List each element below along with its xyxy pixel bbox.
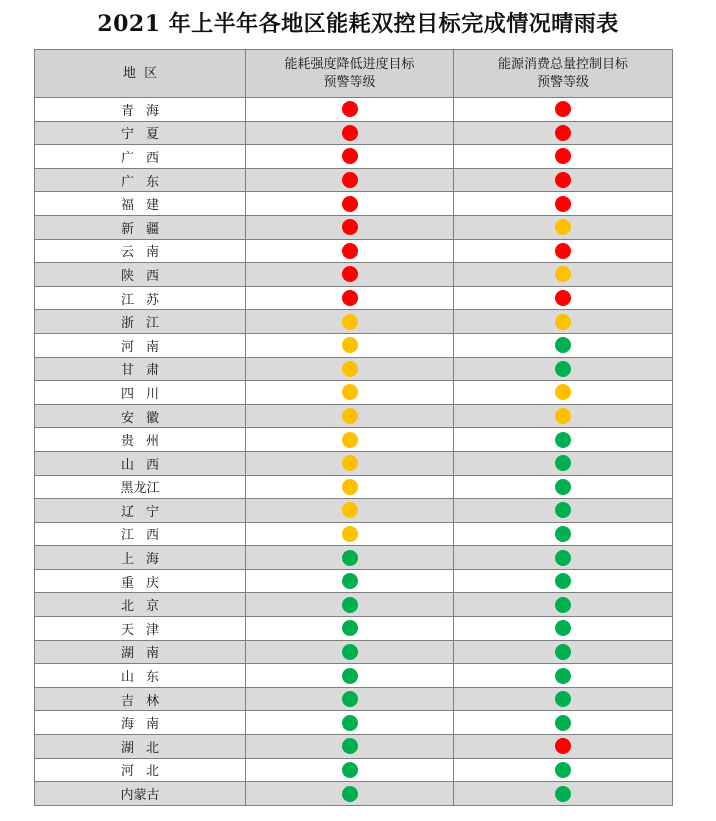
total-warning-cell [454, 522, 673, 546]
total-warning-cell [454, 617, 673, 641]
region-name: 天津 [120, 622, 171, 638]
table-row [35, 782, 673, 806]
green-warning-dot-icon [342, 786, 358, 802]
green-warning-dot-icon [555, 502, 571, 518]
region-cell [35, 475, 246, 499]
red-warning-dot-icon [342, 243, 358, 259]
green-warning-dot-icon [555, 620, 571, 636]
table-row [35, 239, 673, 263]
total-warning-cell [454, 239, 673, 263]
region-cell [35, 499, 246, 523]
intensity-warning-cell [246, 451, 454, 475]
total-warning-cell [454, 215, 673, 239]
table-row [35, 546, 673, 570]
intensity-warning-cell [246, 475, 454, 499]
table-row [35, 121, 673, 145]
yellow-warning-dot-icon [555, 266, 571, 282]
region-cell [35, 357, 246, 381]
region-name: 北京 [120, 599, 171, 615]
green-warning-dot-icon [555, 550, 571, 566]
intensity-warning-cell [246, 381, 454, 405]
green-warning-dot-icon [555, 644, 571, 660]
table-row [35, 263, 673, 287]
region-name: 宁夏 [120, 127, 171, 143]
intensity-warning-cell [246, 121, 454, 145]
green-warning-dot-icon [555, 715, 571, 731]
region-cell [35, 522, 246, 546]
region-name: 广东 [120, 174, 171, 190]
total-warning-cell [454, 404, 673, 428]
region-cell [35, 735, 246, 759]
table-row [35, 168, 673, 192]
region-name: 福建 [120, 198, 171, 214]
region-name: 山西 [120, 457, 171, 473]
total-warning-cell [454, 286, 673, 310]
region-name: 四川 [120, 386, 171, 402]
intensity-warning-cell [246, 546, 454, 570]
total-warning-cell [454, 310, 673, 334]
yellow-warning-dot-icon [555, 384, 571, 400]
green-warning-dot-icon [342, 597, 358, 613]
table-header-row [35, 50, 673, 98]
table-row [35, 758, 673, 782]
total-warning-cell [454, 758, 673, 782]
total-warning-cell [454, 499, 673, 523]
page-title: 2021 年上半年各地区能耗双控目标完成情况晴雨表 [97, 11, 619, 37]
intensity-warning-cell [246, 522, 454, 546]
intensity-warning-cell [246, 98, 454, 122]
region-cell [35, 98, 246, 122]
region-name: 内蒙古 [120, 788, 160, 804]
yellow-warning-dot-icon [555, 408, 571, 424]
region-name: 安徽 [120, 410, 171, 426]
header-intensity [246, 50, 454, 98]
region-name: 浙江 [120, 316, 171, 332]
red-warning-dot-icon [342, 219, 358, 235]
table-row [35, 451, 673, 475]
red-warning-dot-icon [555, 101, 571, 117]
table-row [35, 711, 673, 735]
table-row [35, 215, 673, 239]
red-warning-dot-icon [555, 196, 571, 212]
table-row [35, 404, 673, 428]
region-name: 海南 [120, 717, 171, 733]
red-warning-dot-icon [342, 172, 358, 188]
table-row [35, 333, 673, 357]
region-cell [35, 263, 246, 287]
region-cell [35, 617, 246, 641]
yellow-warning-dot-icon [342, 314, 358, 330]
total-warning-cell [454, 569, 673, 593]
table-row [35, 617, 673, 641]
red-warning-dot-icon [342, 148, 358, 164]
table-row [35, 310, 673, 334]
intensity-warning-cell [246, 735, 454, 759]
intensity-warning-cell [246, 404, 454, 428]
intensity-warning-cell [246, 593, 454, 617]
green-warning-dot-icon [555, 668, 571, 684]
region-name: 云南 [120, 245, 171, 261]
total-warning-cell [454, 263, 673, 287]
intensity-warning-cell [246, 687, 454, 711]
table-row [35, 145, 673, 169]
region-name: 河北 [120, 764, 171, 780]
total-warning-cell [454, 640, 673, 664]
region-name: 新疆 [120, 221, 171, 237]
red-warning-dot-icon [342, 266, 358, 282]
table-row [35, 735, 673, 759]
intensity-warning-cell [246, 145, 454, 169]
region-cell [35, 758, 246, 782]
table-row [35, 428, 673, 452]
yellow-warning-dot-icon [342, 337, 358, 353]
green-warning-dot-icon [342, 691, 358, 707]
region-name: 黑龙江 [120, 481, 160, 497]
green-warning-dot-icon [555, 526, 571, 542]
yellow-warning-dot-icon [342, 384, 358, 400]
green-warning-dot-icon [555, 337, 571, 353]
yellow-warning-dot-icon [555, 314, 571, 330]
table-row [35, 687, 673, 711]
green-warning-dot-icon [555, 691, 571, 707]
table-row [35, 522, 673, 546]
total-warning-cell [454, 428, 673, 452]
total-warning-cell [454, 593, 673, 617]
green-warning-dot-icon [555, 762, 571, 778]
table-row [35, 381, 673, 405]
region-name: 江西 [120, 528, 171, 544]
red-warning-dot-icon [342, 196, 358, 212]
region-cell [35, 333, 246, 357]
table-row [35, 640, 673, 664]
red-warning-dot-icon [342, 290, 358, 306]
total-warning-cell [454, 546, 673, 570]
total-warning-cell [454, 333, 673, 357]
table-row [35, 569, 673, 593]
region-name: 甘肃 [120, 363, 171, 379]
green-warning-dot-icon [342, 738, 358, 754]
region-name: 河南 [120, 339, 171, 355]
total-warning-cell [454, 357, 673, 381]
green-warning-dot-icon [555, 597, 571, 613]
red-warning-dot-icon [555, 243, 571, 259]
intensity-warning-cell [246, 333, 454, 357]
intensity-warning-cell [246, 428, 454, 452]
region-cell [35, 640, 246, 664]
yellow-warning-dot-icon [342, 361, 358, 377]
total-warning-cell [454, 475, 673, 499]
table-row [35, 593, 673, 617]
table-row [35, 192, 673, 216]
intensity-warning-cell [246, 664, 454, 688]
red-warning-dot-icon [342, 125, 358, 141]
green-warning-dot-icon [342, 573, 358, 589]
intensity-warning-cell [246, 617, 454, 641]
total-warning-cell [454, 664, 673, 688]
region-cell [35, 664, 246, 688]
intensity-warning-cell [246, 239, 454, 263]
red-warning-dot-icon [342, 101, 358, 117]
total-warning-cell [454, 168, 673, 192]
intensity-warning-cell [246, 782, 454, 806]
yellow-warning-dot-icon [342, 455, 358, 471]
region-cell [35, 569, 246, 593]
green-warning-dot-icon [555, 361, 571, 377]
region-cell [35, 711, 246, 735]
yellow-warning-dot-icon [342, 432, 358, 448]
region-name: 山东 [120, 670, 171, 686]
green-warning-dot-icon [342, 620, 358, 636]
intensity-warning-cell [246, 357, 454, 381]
region-cell [35, 451, 246, 475]
green-warning-dot-icon [342, 644, 358, 660]
header-region [35, 50, 246, 98]
region-name: 辽宁 [120, 504, 171, 520]
region-name: 贵州 [120, 434, 171, 450]
region-cell [35, 168, 246, 192]
region-name: 青海 [120, 103, 171, 119]
yellow-warning-dot-icon [342, 502, 358, 518]
total-warning-cell [454, 735, 673, 759]
total-warning-cell [454, 98, 673, 122]
region-cell [35, 145, 246, 169]
total-warning-cell [454, 711, 673, 735]
region-cell [35, 687, 246, 711]
table-body [35, 98, 673, 806]
green-warning-dot-icon [342, 550, 358, 566]
intensity-warning-cell [246, 263, 454, 287]
green-warning-dot-icon [342, 715, 358, 731]
table-row [35, 98, 673, 122]
header-total-label: 能源消费总量控制目标 预警等级 [497, 56, 628, 90]
total-warning-cell [454, 381, 673, 405]
total-warning-cell [454, 192, 673, 216]
total-warning-cell [454, 687, 673, 711]
region-name: 江苏 [120, 292, 171, 308]
red-warning-dot-icon [555, 125, 571, 141]
intensity-warning-cell [246, 711, 454, 735]
green-warning-dot-icon [555, 479, 571, 495]
red-warning-dot-icon [555, 172, 571, 188]
green-warning-dot-icon [555, 455, 571, 471]
region-cell [35, 593, 246, 617]
region-cell [35, 404, 246, 428]
region-name: 重庆 [120, 575, 171, 591]
region-cell [35, 121, 246, 145]
header-intensity-label: 能耗强度降低进度目标 预警等级 [284, 56, 415, 90]
table-row [35, 286, 673, 310]
region-name: 上海 [120, 552, 171, 568]
region-cell [35, 286, 246, 310]
yellow-warning-dot-icon [342, 479, 358, 495]
region-cell [35, 381, 246, 405]
region-name: 湖北 [120, 740, 171, 756]
red-warning-dot-icon [555, 148, 571, 164]
green-warning-dot-icon [342, 668, 358, 684]
region-name: 湖南 [120, 646, 171, 662]
table-row [35, 475, 673, 499]
header-total [454, 50, 673, 98]
region-cell [35, 310, 246, 334]
total-warning-cell [454, 145, 673, 169]
red-warning-dot-icon [555, 738, 571, 754]
region-cell [35, 192, 246, 216]
table-row [35, 664, 673, 688]
region-name: 吉林 [120, 693, 171, 709]
region-cell [35, 215, 246, 239]
region-cell [35, 428, 246, 452]
region-cell [35, 782, 246, 806]
region-name: 广西 [120, 150, 171, 166]
intensity-warning-cell [246, 215, 454, 239]
intensity-warning-cell [246, 286, 454, 310]
intensity-warning-cell [246, 640, 454, 664]
intensity-warning-cell [246, 569, 454, 593]
intensity-warning-cell [246, 310, 454, 334]
total-warning-cell [454, 782, 673, 806]
green-warning-dot-icon [555, 573, 571, 589]
intensity-warning-cell [246, 758, 454, 782]
green-warning-dot-icon [555, 432, 571, 448]
intensity-warning-cell [246, 499, 454, 523]
header-region-label: 地 区 [122, 65, 158, 81]
total-warning-cell [454, 121, 673, 145]
warning-table [34, 49, 673, 806]
region-name: 陕西 [120, 268, 171, 284]
intensity-warning-cell [246, 192, 454, 216]
table-row [35, 499, 673, 523]
region-cell [35, 239, 246, 263]
table-row [35, 357, 673, 381]
green-warning-dot-icon [342, 762, 358, 778]
region-cell [35, 546, 246, 570]
yellow-warning-dot-icon [555, 219, 571, 235]
yellow-warning-dot-icon [342, 526, 358, 542]
total-warning-cell [454, 451, 673, 475]
intensity-warning-cell [246, 168, 454, 192]
red-warning-dot-icon [555, 290, 571, 306]
yellow-warning-dot-icon [342, 408, 358, 424]
green-warning-dot-icon [555, 786, 571, 802]
